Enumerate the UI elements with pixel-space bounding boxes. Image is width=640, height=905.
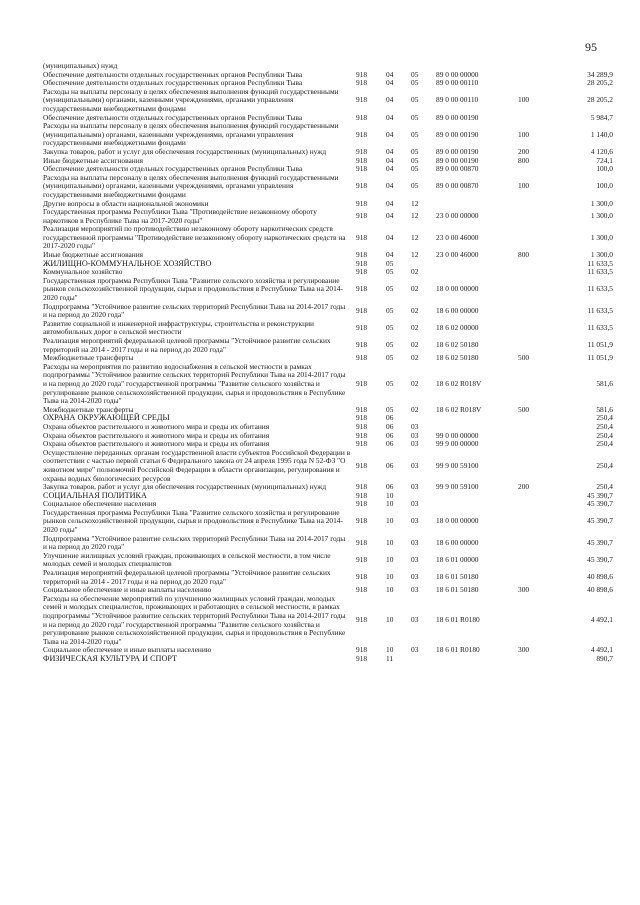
row-name: СОЦИАЛЬНАЯ ПОЛИТИКА xyxy=(43,490,147,500)
row-gr: 918 xyxy=(356,645,368,655)
row-cs: 89 0 00 00190 xyxy=(436,155,479,165)
row-cs: 18 6 00 00000 xyxy=(436,537,479,547)
row-rz: 05 xyxy=(386,305,394,315)
row-sum: 28 205,2 xyxy=(587,78,613,88)
row-sum: 250,4 xyxy=(596,421,613,431)
row-cs: 18 6 01 R0180 xyxy=(436,615,480,625)
row-name: Государственная программа Республики Тыва "Противодействие незаконному обороту наркотиков в Республике Тыва на 2017-2020 годы" xyxy=(43,207,317,225)
row-pr: 05 xyxy=(411,164,419,174)
row-pr: 05 xyxy=(411,95,419,105)
row-cs xyxy=(432,260,514,269)
row-sum: 4 492,1 xyxy=(590,645,613,655)
row-name: Реализация мероприятий по противодействию незаконному обороту наркотических средств государственной программы "Противодействие незаконному обороту наркотических средств на 2017-2020 годы" xyxy=(43,224,346,251)
row-gr: 918 xyxy=(356,258,368,268)
row-gr: 918 xyxy=(356,413,368,423)
table-row xyxy=(42,277,614,303)
row-gr: 918 xyxy=(356,653,368,663)
row-pr: 03 xyxy=(411,460,419,470)
row-cs: 89 0 00 00190 xyxy=(436,146,479,156)
budget-table xyxy=(42,62,614,664)
row-name: Улучшение жилищных условий граждан, проживающих в сельской местности, в том числе молодых семей и молодых специалистов xyxy=(43,550,331,569)
row-vr xyxy=(514,509,544,535)
row-pr: 03 xyxy=(411,537,419,547)
row-vr xyxy=(514,225,544,251)
row-sum: 11 633,5 xyxy=(587,323,613,333)
row-name: Социальное обеспечение населения xyxy=(43,499,157,509)
budget-table-body xyxy=(42,62,614,664)
row-gr: 918 xyxy=(356,267,368,277)
row-name: Расходы на выплаты персоналу в целях обеспечения выполнения функций государственными (муниципальными) органами, казенными учреждениями, органами управления государственными внебюджетными фондами xyxy=(43,172,339,199)
table-row xyxy=(42,595,614,647)
row-name: Обеспечение деятельности отдельных государственных органов Республики Тыва xyxy=(43,69,303,79)
row-rz: 04 xyxy=(386,146,394,156)
row-sum: 11 051,9 xyxy=(587,353,613,363)
row-vr: 100 xyxy=(518,129,530,139)
table-row xyxy=(42,225,614,251)
row-gr: 918 xyxy=(356,378,368,388)
row-sum: 45 390,7 xyxy=(587,537,613,547)
table-row xyxy=(42,535,614,552)
row-vr xyxy=(514,535,544,552)
row-sum: 724,1 xyxy=(596,155,613,165)
row-vr xyxy=(514,432,544,441)
row-vr xyxy=(514,492,544,501)
row-rz: 04 xyxy=(386,112,394,122)
row-cs: 89 0 00 00110 xyxy=(436,95,479,105)
row-cs: 99 0 00 00000 xyxy=(436,430,479,440)
row-vr xyxy=(514,414,544,423)
row-pr: 03 xyxy=(411,482,419,492)
row-pr: 02 xyxy=(411,353,419,363)
row-cs: 18 6 02 50180 xyxy=(436,353,479,363)
row-gr: 918 xyxy=(356,146,368,156)
row-pr: 03 xyxy=(411,555,419,565)
row-rz: 04 xyxy=(386,95,394,105)
row-cs: 89 0 00 00870 xyxy=(436,164,479,174)
row-sum: 890,7 xyxy=(596,653,613,663)
row-rz: 06 xyxy=(386,430,394,440)
row-pr: 12 xyxy=(411,198,419,208)
row-gr: 918 xyxy=(356,353,368,363)
row-rz: 06 xyxy=(386,421,394,431)
table-row xyxy=(42,303,614,320)
row-pr: 02 xyxy=(411,378,419,388)
row-gr: 918 xyxy=(356,555,368,565)
row-pr: 03 xyxy=(411,516,419,526)
row-pr: 03 xyxy=(411,439,419,449)
table-row xyxy=(42,449,614,483)
row-rz: 04 xyxy=(386,232,394,242)
row-rz: 06 xyxy=(386,413,394,423)
row-sum: 1 300,0 xyxy=(590,232,613,242)
row-name: (муниципальных) нужд xyxy=(43,61,118,70)
row-cs: 23 0 00 46000 xyxy=(436,232,479,242)
row-gr: 918 xyxy=(356,490,368,500)
row-gr: 918 xyxy=(356,323,368,333)
row-gr: 918 xyxy=(356,69,368,79)
row-gr: 918 xyxy=(356,95,368,105)
row-sum: 11 633,5 xyxy=(587,258,613,268)
row-vr xyxy=(514,62,544,71)
row-name: Закупка товаров, работ и услуг для обеспечения государственных (муниципальных) нужд xyxy=(43,146,327,156)
row-cs: 18 6 01 50180 xyxy=(436,572,479,582)
row-name: Закупка товаров, работ и услуг для обеспечения государственных (муниципальных) нужд xyxy=(43,482,327,492)
row-pr: 03 xyxy=(411,572,419,582)
row-vr xyxy=(514,440,544,449)
row-name: Иные бюджетные ассигнования xyxy=(43,155,144,165)
row-cs: 99 9 00 59100 xyxy=(436,482,479,492)
row-vr xyxy=(514,208,544,225)
row-sum: 1 300,0 xyxy=(590,198,613,208)
row-rz: 10 xyxy=(386,537,394,547)
row-cs: 23 0 00 00000 xyxy=(436,211,479,221)
row-gr: 918 xyxy=(356,421,368,431)
row-cs: 89 0 00 00870 xyxy=(436,181,479,191)
row-pr: 05 xyxy=(411,146,419,156)
row-pr: 02 xyxy=(411,340,419,350)
row-vr: 100 xyxy=(518,181,530,191)
row-rz: 05 xyxy=(386,284,394,294)
row-sum: 45 390,7 xyxy=(587,499,613,509)
row-gr: 918 xyxy=(356,482,368,492)
row-cs xyxy=(432,268,514,277)
row-name: Межбюджетные трансферты xyxy=(43,353,134,363)
row-vr xyxy=(514,303,544,320)
row-cs: 18 6 01 00000 xyxy=(436,555,479,565)
row-sum: 34 289,9 xyxy=(587,69,613,79)
row-rz: 05 xyxy=(386,340,394,350)
row-cs xyxy=(432,500,514,509)
row-vr xyxy=(514,569,544,586)
row-cs: 89 0 00 00190 xyxy=(436,112,479,122)
row-sum: 100,0 xyxy=(596,164,613,174)
row-vr xyxy=(514,79,544,88)
page-number: 95 xyxy=(585,40,597,54)
row-pr: 12 xyxy=(411,211,419,221)
row-sum: 11 051,9 xyxy=(587,340,613,350)
row-name: Расходы на мероприятия по развитию водоснабжения в сельской местности в рамках подпрограммы "Устойчивое развитие сельских территорий Республики Тыва на 2014-2017 годы и на период до 2020 года" государственной программы "Развитие сельского хозяйства и регулирование рынков сельскохозяйственной продукции, сырья и продовольствия в Республике Тыва на 2014-2020 годы" xyxy=(43,361,346,406)
row-cs xyxy=(432,492,514,501)
row-pr: 03 xyxy=(411,585,419,595)
row-name: ОХРАНА ОКРУЖАЮЩЕЙ СРЕДЫ xyxy=(43,413,170,423)
row-name: ЖИЛИЩНО-КОММУНАЛЬНОЕ ХОЗЯЙСТВО xyxy=(43,258,212,268)
row-name: Социальное обеспечение и иные выплаты населению xyxy=(43,585,212,595)
row-vr: 500 xyxy=(518,404,530,414)
row-vr xyxy=(514,260,544,269)
row-gr: 918 xyxy=(356,78,368,88)
row-name: Охрана объектов растительного и животного мира и среды их обитания xyxy=(43,430,270,440)
row-cs: 18 6 02 R018V xyxy=(436,404,482,414)
row-pr: 05 xyxy=(411,78,419,88)
row-vr: 500 xyxy=(518,353,530,363)
row-cs: 99 9 00 59100 xyxy=(436,460,479,470)
row-name: Реализация мероприятий федеральной целевой программы "Устойчивое развитие сельских территорий на 2014 - 2017 годы и на период до 2020 года" xyxy=(43,568,331,586)
row-sum: 1 140,0 xyxy=(590,129,613,139)
row-rz: 05 xyxy=(386,353,394,363)
row-cs: 23 0 00 46000 xyxy=(436,250,479,260)
row-vr xyxy=(514,363,544,406)
row-rz: 10 xyxy=(386,499,394,509)
row-rz: 05 xyxy=(386,267,394,277)
row-rz: 10 xyxy=(386,585,394,595)
row-rz: 04 xyxy=(386,164,394,174)
row-name: Государственная программа Республики Тыва "Развитие сельского хозяйства и регулирование рынков сельскохозяйственной продукции, сырья и продовольствия в Республике Тыва на 2014-2020 годы" xyxy=(43,507,343,535)
row-vr xyxy=(514,165,544,174)
row-gr: 918 xyxy=(356,516,368,526)
row-pr: 03 xyxy=(411,430,419,440)
table-row xyxy=(42,260,614,269)
row-gr: 918 xyxy=(356,232,368,242)
row-pr xyxy=(407,655,432,664)
row-name: ФИЗИЧЕСКАЯ КУЛЬТУРА И СПОРТ xyxy=(43,653,178,663)
row-rz: 06 xyxy=(386,460,394,470)
row-vr xyxy=(514,423,544,432)
row-gr: 918 xyxy=(356,112,368,122)
row-vr xyxy=(514,277,544,303)
row-cs: 99 9 00 00000 xyxy=(436,439,479,449)
row-pr: 02 xyxy=(411,267,419,277)
row-sum: 45 390,7 xyxy=(587,516,613,526)
row-cs: 89 0 00 00190 xyxy=(436,129,479,139)
row-gr: 918 xyxy=(356,211,368,221)
row-gr: 918 xyxy=(356,181,368,191)
table-row xyxy=(42,208,614,225)
row-sum: 11 633,5 xyxy=(587,305,613,315)
row-name: Развитие социальной и инженерной инфраструктуры, строительства и реконструкции автомобильных дорог в сельской местности xyxy=(43,318,314,337)
row-vr xyxy=(514,655,544,664)
row-gr: 918 xyxy=(356,572,368,582)
row-name: Обеспечение деятельности отдельных государственных органов Республики Тыва xyxy=(43,112,303,122)
row-gr: 918 xyxy=(356,305,368,315)
row-vr: 200 xyxy=(518,146,530,156)
row-vr xyxy=(514,268,544,277)
row-pr: 03 xyxy=(411,421,419,431)
row-rz: 04 xyxy=(386,129,394,139)
row-rz: 05 xyxy=(386,258,394,268)
row-vr: 200 xyxy=(518,482,530,492)
row-gr: 918 xyxy=(356,164,368,174)
row-vr xyxy=(514,114,544,123)
row-sum: 581,6 xyxy=(596,378,613,388)
row-name: Социальное обеспечение и иные выплаты населению xyxy=(43,645,212,655)
row-gr: 918 xyxy=(356,250,368,260)
row-pr: 03 xyxy=(411,645,419,655)
row-sum: 1 300,0 xyxy=(590,211,613,221)
row-gr: 918 xyxy=(356,537,368,547)
row-rz: 04 xyxy=(386,250,394,260)
row-name: Реализация мероприятий федеральной целевой программы "Устойчивое развитие сельских территорий на 2014 - 2017 годы и на период до 2020 года" xyxy=(43,336,331,354)
row-rz: 05 xyxy=(386,378,394,388)
row-sum: 4 120,6 xyxy=(590,146,613,156)
row-vr xyxy=(514,71,544,80)
row-pr: 05 xyxy=(411,69,419,79)
row-sum: 45 390,7 xyxy=(587,490,613,500)
row-rz: 10 xyxy=(386,645,394,655)
row-rz: 10 xyxy=(386,516,394,526)
row-cs: 89 0 00 00000 xyxy=(436,69,479,79)
row-cs xyxy=(432,414,514,423)
row-pr: 02 xyxy=(411,404,419,414)
row-pr: 05 xyxy=(411,155,419,165)
row-vr: 300 xyxy=(518,645,530,655)
row-pr: 03 xyxy=(411,615,419,625)
row-name: Охрана объектов растительного и животного мира и среды их обитания xyxy=(43,439,270,449)
row-vr xyxy=(514,449,544,483)
row-cs: 18 6 02 00000 xyxy=(436,323,479,333)
table-row xyxy=(42,88,614,114)
row-name: Государственная программа Республики Тыва "Развитие сельского хозяйства и регулирование рынков сельскохозяйственной продукции, сырья и продовольствия в Республике Тыва на 2014-2020 годы" xyxy=(43,275,343,303)
row-sum: 100,0 xyxy=(596,181,613,191)
row-gr: 918 xyxy=(356,439,368,449)
row-rz: 10 xyxy=(386,555,394,565)
row-vr xyxy=(514,552,544,569)
row-cs: 18 0 00 00000 xyxy=(436,284,479,294)
row-gr: 918 xyxy=(356,404,368,414)
row-gr: 918 xyxy=(356,198,368,208)
table-row xyxy=(42,122,614,148)
row-gr: 918 xyxy=(356,155,368,165)
row-pr: 02 xyxy=(411,284,419,294)
row-sum: 250,4 xyxy=(596,413,613,423)
row-vr xyxy=(514,320,544,337)
row-rz: 04 xyxy=(386,211,394,221)
row-name: Подпрограмма "Устойчивое развитие сельских территорий Республики Тыва на 2014-2017 годы и на период до 2020 года" xyxy=(43,533,346,552)
row-rz: 05 xyxy=(386,323,394,333)
row-gr: 918 xyxy=(356,615,368,625)
row-rz: 04 xyxy=(386,78,394,88)
row-pr: 05 xyxy=(411,129,419,139)
row-cs: 18 6 01 50180 xyxy=(436,585,479,595)
row-gr: 918 xyxy=(356,499,368,509)
row-sum: 11 633,5 xyxy=(587,267,613,277)
row-rz: 05 xyxy=(386,404,394,414)
table-row xyxy=(42,174,614,200)
row-sum: 4 492,1 xyxy=(590,615,613,625)
row-vr: 300 xyxy=(518,585,530,595)
row-cs: 89 0 00 00110 xyxy=(436,78,479,88)
row-name: Подпрограмма "Устойчивое развитие сельских территорий Республики Тыва на 2014-2017 годы и на период до 2020 года" xyxy=(43,301,346,320)
row-sum: 1 300,0 xyxy=(590,250,613,260)
row-rz: 04 xyxy=(386,198,394,208)
row-vr: 800 xyxy=(518,250,530,260)
row-sum: 581,6 xyxy=(596,404,613,414)
table-row xyxy=(42,337,614,354)
row-cs: 18 0 00 00000 xyxy=(436,516,479,526)
row-sum: 45 390,7 xyxy=(587,555,613,565)
row-name: Межбюджетные трансферты xyxy=(43,404,134,414)
row-pr: 12 xyxy=(411,232,419,242)
row-gr: 918 xyxy=(356,460,368,470)
row-name: Расходы на выплаты персоналу в целях обеспечения выполнения функций государственными (муниципальными) органами, казенными учреждениями, органами управления государственными внебюджетными фондами xyxy=(43,86,339,113)
row-name: Коммунальное хозяйство xyxy=(43,267,123,277)
row-pr: 02 xyxy=(411,323,419,333)
row-name: Охрана объектов растительного и животного мира и среды их обитания xyxy=(43,421,270,431)
table-row xyxy=(42,552,614,569)
row-cs xyxy=(432,200,514,209)
row-vr xyxy=(514,337,544,354)
row-cs: 18 6 02 50180 xyxy=(436,340,479,350)
row-vr xyxy=(514,200,544,209)
row-sum: 40 898,6 xyxy=(587,585,613,595)
row-name: Расходы на обеспечение мероприятий по улучшению жилищных условий граждан, молодых семей и молодых специалистов, проживающих и работающих в сельской местности, в рамках подпрограммы "Устойчивое развитие сельских территорий Республики Тыва на 2014-2017 годы и на период до 2020 года" государственной программы "Развитие сельского хозяйства и регулирование рынков сельскохозяйственной продукции, сырья и продовольствия в Республике Тыва на 2014-2020 годы" xyxy=(43,593,346,646)
row-rz: 10 xyxy=(386,572,394,582)
row-pr: 02 xyxy=(411,305,419,315)
row-sum: 28 205,2 xyxy=(587,95,613,105)
row-vr xyxy=(514,595,544,647)
table-row xyxy=(42,509,614,535)
row-rz: 04 xyxy=(386,155,394,165)
row-cs xyxy=(432,655,514,664)
row-name: Другие вопросы в области национальной экономики xyxy=(43,198,209,208)
row-rz: 10 xyxy=(386,490,394,500)
row-name: Обеспечение деятельности отдельных государственных органов Республики Тыва xyxy=(43,78,303,88)
row-gr: 918 xyxy=(356,585,368,595)
row-vr: 100 xyxy=(518,95,530,105)
row-sum: 250,4 xyxy=(596,430,613,440)
row-cs: 18 6 02 R018V xyxy=(436,378,482,388)
row-gr: 918 xyxy=(356,340,368,350)
table-row xyxy=(42,569,614,586)
row-rz: 04 xyxy=(386,181,394,191)
row-cs: 18 6 00 00000 xyxy=(436,305,479,315)
row-sum: 250,4 xyxy=(596,460,613,470)
row-name: Обеспечение деятельности отдельных государственных органов Республики Тыва xyxy=(43,164,303,174)
row-sum: 5 984,7 xyxy=(590,112,613,122)
row-sum: 250,4 xyxy=(596,482,613,492)
row-sum: 11 633,5 xyxy=(587,284,613,294)
row-pr: 12 xyxy=(411,250,419,260)
row-sum: 250,4 xyxy=(596,439,613,449)
row-name: Осуществление переданных органам государственной власти субъектов Российской Федерации в соответствии с частью первой статьи 6 Федерального закона от 24 апреля 1995 года N 52-ФЗ "О животном мире" полномочий Российской Федерации в области организации, регулирования и охраны водных биологических ресурсов xyxy=(43,447,351,483)
row-pr: 03 xyxy=(411,499,419,509)
table-row xyxy=(42,363,614,406)
row-name: Расходы на выплаты персоналу в целях обеспечения выполнения функций государственными (муниципальными) органами, казенными учреждениями, органами управления государственными внебюджетными фондами xyxy=(43,121,339,148)
row-cs: 18 6 01 R0180 xyxy=(436,645,480,655)
row-rz: 11 xyxy=(386,653,394,663)
row-pr: 05 xyxy=(411,181,419,191)
row-vr xyxy=(514,500,544,509)
row-gr: 918 xyxy=(356,430,368,440)
row-gr: 918 xyxy=(356,129,368,139)
row-rz: 06 xyxy=(386,439,394,449)
row-rz: 04 xyxy=(386,69,394,79)
row-vr: 800 xyxy=(518,155,530,165)
table-row xyxy=(42,320,614,337)
row-sum: 40 898,6 xyxy=(587,572,613,582)
row-rz: 06 xyxy=(386,482,394,492)
row-gr: 918 xyxy=(356,284,368,294)
table-row xyxy=(42,655,614,664)
row-name: Иные бюджетные ассигнования xyxy=(43,250,144,260)
row-pr: 05 xyxy=(411,112,419,122)
row-rz: 10 xyxy=(386,615,394,625)
